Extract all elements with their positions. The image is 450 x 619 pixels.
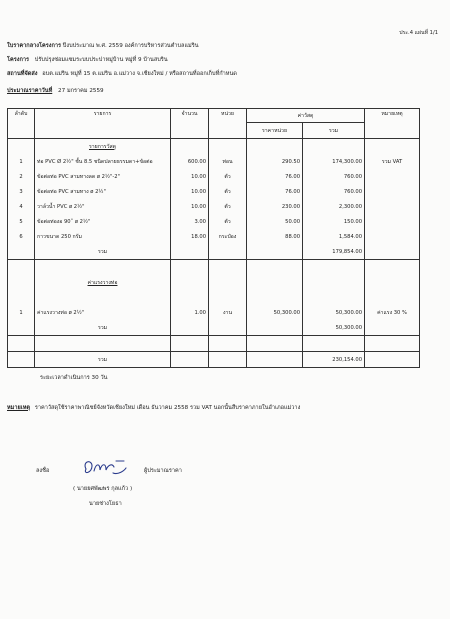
labor-sum-label: รวม bbox=[35, 320, 171, 336]
cell-price: 50,300.00 bbox=[247, 305, 303, 320]
signer-position: นายช่างโยธา bbox=[89, 501, 122, 507]
grand-sum-row bbox=[8, 352, 420, 368]
spacer-row bbox=[8, 336, 420, 352]
signer-name: ( นายยศพัฒพร กุลแก้ว ) bbox=[73, 486, 133, 492]
sign-label: ลงชื่อ bbox=[36, 468, 50, 474]
section-materials-label: รายการวัสดุ bbox=[35, 139, 171, 155]
cell-total: 2,300.00 bbox=[303, 199, 365, 214]
cell-remark: รวม VAT bbox=[365, 154, 420, 169]
section-row bbox=[8, 139, 420, 155]
cell-qty: 10.00 bbox=[171, 199, 209, 214]
location-line bbox=[7, 71, 237, 78]
cell-price: 88.00 bbox=[247, 229, 303, 244]
table-row bbox=[8, 184, 420, 199]
labor-sum-value: 50,300.00 bbox=[303, 320, 365, 336]
header-item: รายการ bbox=[35, 109, 171, 139]
cell-no: 5 bbox=[8, 214, 35, 229]
cell-total: 174,300.00 bbox=[303, 154, 365, 169]
cell-qty: 600.00 bbox=[171, 154, 209, 169]
cell-remark bbox=[365, 184, 420, 199]
spacer-row bbox=[8, 260, 420, 276]
table-row bbox=[8, 229, 420, 244]
cell-no: 4 bbox=[8, 199, 35, 214]
project-text: ปรับปรุงซ่อมแซมระบบประปาหมู่บ้าน หมู่ที่ 9 บ้านสบริน bbox=[34, 57, 168, 63]
title-label: ใบราคากลางโครงการ bbox=[7, 43, 62, 49]
header-total: รวม bbox=[303, 123, 365, 139]
date-text: 27 มกราคม 2559 bbox=[58, 88, 104, 94]
cell-total: 760.00 bbox=[303, 169, 365, 184]
project-label: โครงการ bbox=[7, 57, 30, 63]
date-line bbox=[7, 88, 104, 95]
table-row bbox=[8, 214, 420, 229]
cell-price: 76.00 bbox=[247, 184, 303, 199]
signer-role: ผู้ประมาณราคา bbox=[144, 468, 182, 474]
header-remark: หมายเหตุ bbox=[365, 109, 420, 139]
cell-qty: 3.00 bbox=[171, 214, 209, 229]
header-material-cost: ค่าวัสดุ bbox=[247, 109, 365, 123]
cell-total: 1,584.00 bbox=[303, 229, 365, 244]
materials-sum-value: 179,854.00 bbox=[303, 244, 365, 260]
cell-unit: งาน bbox=[209, 305, 247, 320]
cell-qty: 18.00 bbox=[171, 229, 209, 244]
cell-item: ข้อต่อท่อ PVC สามทางลด ø 2½"-2" bbox=[35, 169, 171, 184]
title-text: ปีงบประมาณ พ.ศ. 2559 องค์การบริหารส่วนตำบลแม่ริน bbox=[62, 43, 199, 49]
note-text: ราคาวัสดุใช้ราคาพาณิชย์จังหวัดเชียงใหม่ เดือน ธันวาคม 2558 รวม VAT นอกนั้นสืบราคาภายในอำเภอแม่วาง bbox=[34, 405, 301, 411]
cell-qty: 10.00 bbox=[171, 184, 209, 199]
cell-unit: ตัว bbox=[209, 169, 247, 184]
cell-unit: ตัว bbox=[209, 199, 247, 214]
cell-remark bbox=[365, 229, 420, 244]
cell-item: วาล์วน้ำ PVC ø 2½" bbox=[35, 199, 171, 214]
cell-no: 6 bbox=[8, 229, 35, 244]
cell-unit: ตัว bbox=[209, 214, 247, 229]
note-label: หมายเหตุ bbox=[7, 405, 31, 411]
cell-qty: 10.00 bbox=[171, 169, 209, 184]
cell-item: กาวขนาด 250 กรัม bbox=[35, 229, 171, 244]
cell-item: ค่าแรงวางท่อ ø 2½" bbox=[35, 305, 171, 320]
cell-no: 3 bbox=[8, 184, 35, 199]
cell-total: 760.00 bbox=[303, 184, 365, 199]
cell-item: ข้อต่อท่อ PVC สามทาง ø 2½" bbox=[35, 184, 171, 199]
cell-item: ท่อ PVC Ø 2½" ชั้น 8.5 ชนิดปลายธรรมดา+ข้อต่อ bbox=[35, 154, 171, 169]
handwritten-signature bbox=[80, 457, 130, 479]
page-number: ประ.4 แผ่นที่ 1/1 bbox=[399, 30, 438, 36]
table-header-row bbox=[8, 109, 420, 123]
cell-unit: ตัว bbox=[209, 184, 247, 199]
header-no: ลำดับ bbox=[8, 109, 35, 139]
cell-unit: กระป๋อง bbox=[209, 229, 247, 244]
labor-sum-row bbox=[8, 320, 420, 336]
project-line bbox=[7, 57, 168, 64]
title-line bbox=[7, 43, 199, 50]
cell-remark bbox=[365, 199, 420, 214]
cell-no: 2 bbox=[8, 169, 35, 184]
grand-sum-label: รวม bbox=[35, 352, 171, 368]
spacer-row bbox=[8, 290, 420, 305]
header-unit: หน่วย bbox=[209, 109, 247, 139]
section-row bbox=[8, 275, 420, 290]
cell-price: 76.00 bbox=[247, 169, 303, 184]
date-label: ประมาณราคาวันที่ bbox=[7, 88, 53, 94]
location-label: สถานที่จัดส่ง bbox=[7, 71, 38, 77]
cell-remark bbox=[365, 214, 420, 229]
duration-text: ระยะเวลาดำเนินการ 30 วัน bbox=[40, 375, 108, 381]
table-row bbox=[8, 305, 420, 320]
location-text: อบต.แม่ริน หมู่ที่ 15 ต.แม่ริน อ.แม่วาง จ.เชียงใหม่ / หรือสถานที่ออกเก็บที่กำหนด bbox=[42, 71, 237, 77]
cell-price: 230.00 bbox=[247, 199, 303, 214]
cell-price: 290.50 bbox=[247, 154, 303, 169]
cell-remark bbox=[365, 169, 420, 184]
cell-no: 1 bbox=[8, 305, 35, 320]
table-row bbox=[8, 199, 420, 214]
grand-sum-value: 230,154.00 bbox=[303, 352, 365, 368]
section-labor-label: ค่าแรงวางท่อ bbox=[35, 275, 171, 290]
estimate-table bbox=[7, 108, 420, 368]
cell-remark: ค่าแรง 30 % bbox=[365, 305, 420, 320]
cell-total: 50,300.00 bbox=[303, 305, 365, 320]
header-unit-price: ราคาหน่วย bbox=[247, 123, 303, 139]
table-row bbox=[8, 154, 420, 169]
cell-item: ข้อต่อท่องอ 90˚ ø 2½" bbox=[35, 214, 171, 229]
table-row bbox=[8, 169, 420, 184]
cell-qty: 1.00 bbox=[171, 305, 209, 320]
materials-sum-row bbox=[8, 244, 420, 260]
materials-sum-label: รวม bbox=[35, 244, 171, 260]
header-qty: จำนวน bbox=[171, 109, 209, 139]
cell-price: 50.00 bbox=[247, 214, 303, 229]
cell-total: 150.00 bbox=[303, 214, 365, 229]
cell-no: 1 bbox=[8, 154, 35, 169]
note-line bbox=[7, 405, 300, 412]
cell-unit: ท่อน bbox=[209, 154, 247, 169]
